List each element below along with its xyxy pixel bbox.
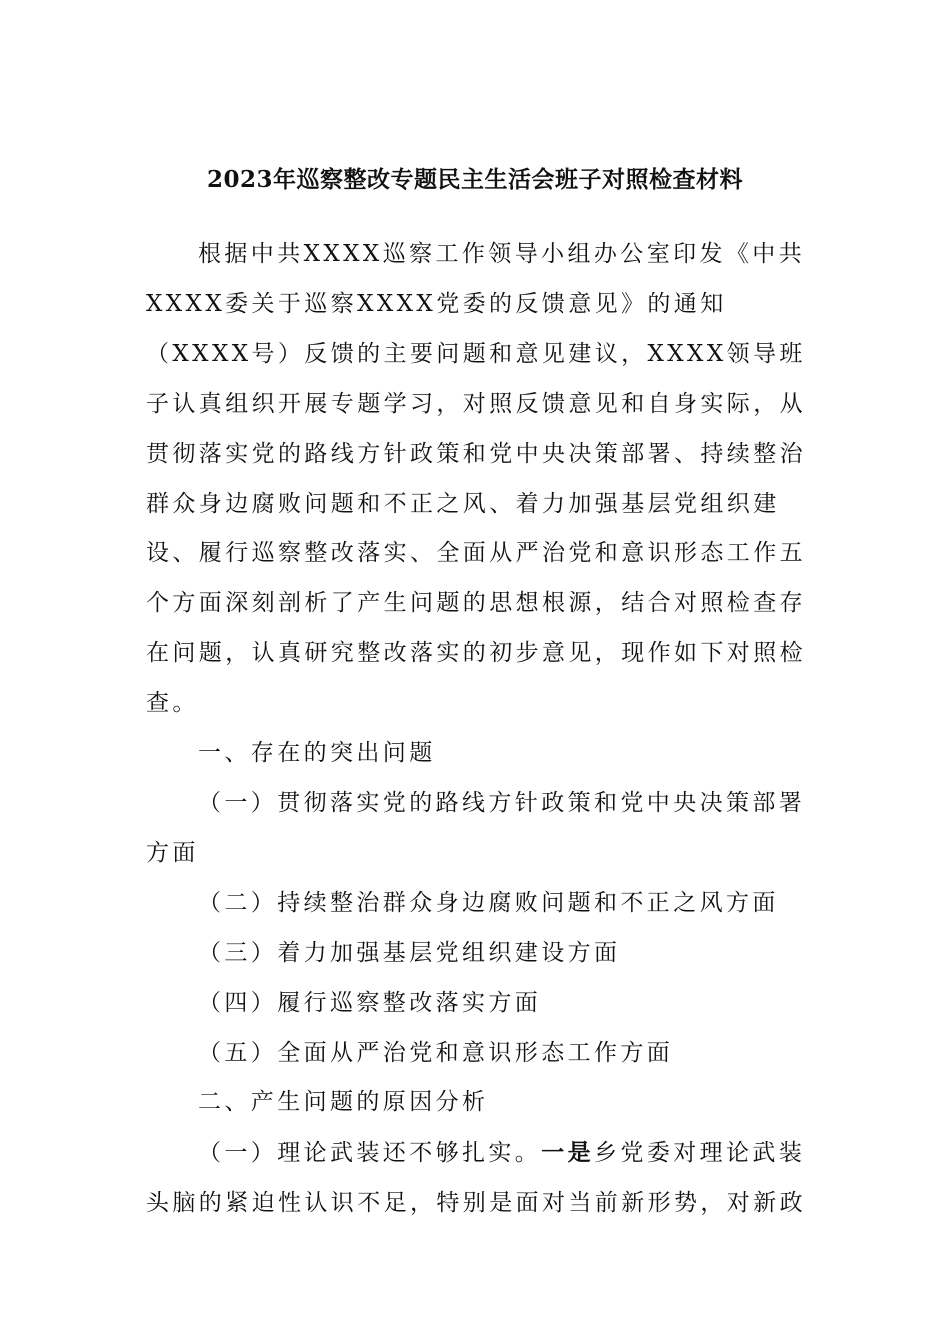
document-body [146, 230, 806, 1229]
section-heading-problems: 一、存在的突出问题 [198, 740, 436, 767]
problem-item-2: （二）持续整治群众身边腐败问题和不正之风方面 [198, 889, 779, 916]
cause-text: 乡党委对理论武装头脑的紧迫性认识不足，特别是面对当前新形势，对新政 [146, 1140, 806, 1217]
document-title: 2023年巡察整改专题民主生活会班子对照检查材料 [206, 166, 743, 193]
problem-item-3: （三）着力加强基层党组织建设方面 [198, 939, 621, 966]
problem-item-1: （一）贯彻落实党的路线方针政策和党中央决策部署方面 [146, 789, 806, 866]
cause-emphasis: 一是 [541, 1139, 595, 1167]
intro-paragraph: 根据中共XXXX巡察工作领导小组办公室印发《中共XXXX委关于巡察XXXX党委的反馈意见》的通知（XXXX号）反馈的主要问题和意见建议，XXXX领导班子认真组织开展专题学习，对照反馈意见和自身实际，从贯彻落实党的路线方针政策和党中央决策部署、持续整治群众身边腐败问题和不正之风、着力加强基层党组织建设、履行巡察整改落实、全面从严治党和意识形态工作五个方面深刻剖析了产生问题的思想根源，结合对照检查存在问题，认真研究整改落实的初步意见，现作如下对照检查。 [146, 241, 806, 717]
problem-item-5: （五）全面从严治党和意识形态工作方面 [198, 1039, 674, 1066]
section-heading-causes: 二、产生问题的原因分析 [198, 1089, 489, 1116]
cause-lead: （一）理论武装还不够扎实。 [198, 1140, 542, 1167]
problem-item-4: （四）履行巡察整改落实方面 [198, 989, 542, 1016]
cause-paragraph-1 [146, 1128, 806, 1229]
